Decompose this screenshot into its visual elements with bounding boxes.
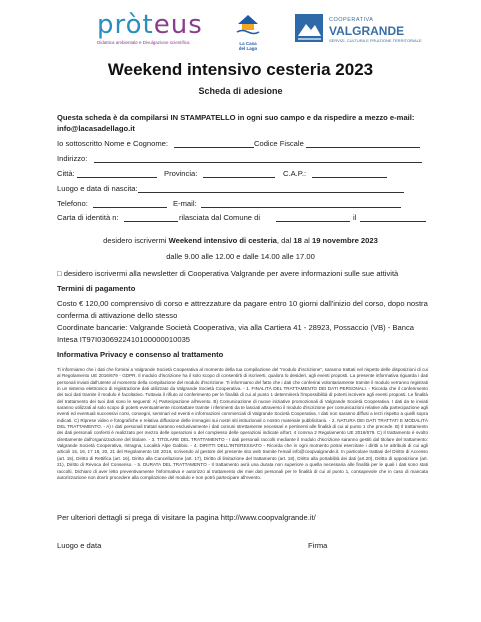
address-field[interactable]: [94, 162, 422, 163]
name-label: Io sottoscritto Nome e Cognome:: [57, 139, 169, 148]
email-label: E-mail:: [173, 199, 197, 208]
payment-text: Costo € 120,00 comprensivo di corso e attrezzature da pagare entro 10 giorni dall'inizio del corso, dopo nostra conferma di attivazione dello stesso: [57, 299, 428, 320]
privacy-heading: Informativa Privacy e consenso al trattamento: [57, 350, 224, 359]
newsletter-option: [57, 269, 398, 278]
id-card-label: Carta di identità n:: [57, 213, 119, 222]
proteus-tagline: Didattica ambientale e Divulgazione scientifica: [97, 40, 190, 45]
mountain-icon: [295, 14, 323, 42]
document-subtitle: Scheda di adesione: [198, 86, 283, 96]
phone-label: Telefono:: [57, 199, 88, 208]
province-field[interactable]: [203, 177, 275, 178]
newsletter-checkbox[interactable]: □: [57, 269, 62, 278]
fiscal-code-label: Codice Fiscale: [254, 139, 304, 148]
city-label: Città:: [57, 169, 75, 178]
fiscal-code-field[interactable]: [306, 147, 420, 148]
newsletter-text: desidero iscrivermi alla newsletter di Cooperativa Valgrande per avere informazioni sulle sue attività: [63, 269, 399, 278]
phone-field[interactable]: [93, 207, 167, 208]
proteus-logo: [97, 12, 227, 45]
place-date-label: Luogo e data: [57, 541, 102, 550]
house-lake-icon: [236, 14, 260, 36]
issued-by-label: rilasciata dal Comune di: [179, 213, 261, 222]
document-title: Weekend intensivo cesteria 2023: [107, 60, 374, 79]
address-label: Indirizzo:: [57, 154, 88, 163]
zip-field[interactable]: [312, 177, 387, 178]
more-info-line: Per ulteriori dettagli si prega di visitare la pagina http://www.coopvalgrande.it/: [57, 513, 316, 522]
event-end-date: 19 novembre 2023: [311, 236, 378, 245]
city-field[interactable]: [77, 177, 157, 178]
birth-label: Luogo e data di nascita:: [57, 184, 138, 193]
payment-heading: Termini di pagamento: [57, 284, 136, 293]
id-card-field[interactable]: [124, 221, 178, 222]
birth-field[interactable]: [138, 192, 404, 193]
proteus-logo-word: pròteus: [97, 10, 203, 40]
event-name: Weekend intensivo di cesteria: [168, 236, 277, 245]
zip-label: C.A.P.:: [283, 169, 307, 178]
cooperativa-valgrande-logo: COOPERATIVA VALGRANDE SERVIZI, CULTURA E FRUIZIONE TERRITORIALE: [295, 14, 405, 44]
issue-date-field[interactable]: [360, 221, 426, 222]
la-casa-del-lago-logo: La Casa del Lago: [231, 14, 265, 51]
name-field[interactable]: [174, 147, 254, 148]
issue-date-label: il: [353, 213, 357, 222]
email-field[interactable]: [201, 207, 401, 208]
bank-details: Coordinate bancarie: Valgrande Società Cooperativa, via alla Cartiera 41 - 28923, Possaccio (VB) - Banca Intesa IT97I0306922410100000010035: [57, 323, 414, 344]
event-registration-line: desidero iscrivermi Weekend intensivo di cesteria, dal 18 al 19 novembre 2023: [103, 236, 378, 245]
province-label: Provincia:: [164, 169, 198, 178]
event-hours: dalle 9.00 alle 12.00 e dalle 14.00 alle 17.00: [166, 252, 315, 261]
signature-label: Firma: [308, 541, 328, 550]
issued-by-field[interactable]: [276, 221, 350, 222]
intro-instructions: Questa scheda è da compilarsi IN STAMPATELLO in ogni suo campo e da rispedire a mezzo e-mail: info@lacasadellago.it: [57, 113, 415, 133]
privacy-text: Ti informiamo che i dati che fornirai a Valgrande Società Cooperativa al momento della tua compilazione del "modulo d'iscrizione", saranno trattati nel rispetto delle disposizioni di cui al Regolamento UE 2016/679 - GDPR. Il modulo d'iscrizione ha il solo scopo di consentirti di iscriverti, qualora lo desideri, agli eventi proposti. La presente informativa riguarda i dati personali inviati dall'utente al momento della compilazione del modulo d'iscrizione. Ti informiamo del fatto che i dati che conferirai volontariamente tramite il modulo verranno registrati in un sistema elettronico di registrazione dati utilizzato da Valgrande Società Cooperativa. - 1. FINALITÀ DEL TRATTAMENTO DEI DATI PERSONALI. - Ricorda che il conferimento dei tuoi dati tramite il modulo è facoltativo. Tuttavia il rifiuto al conferimento per le finalità di cui al punto 1 determinerà l'impossibilità di poterti iscrivere agli eventi proposti. Le finalità del trattamento dei tuoi dati sono le seguenti: A) Partecipazione all'evento. B) Comunicazione di nuove iniziative promozionali di Valgrande Società Cooperativa. I dati da te inviati saranno utilizzati al solo scopo di poterti eventualmente ricontattare tramite i riferimenti da te lasciati attraverso il modulo d'iscrizione per comunicazioni relative alla partecipazione agli eventi ed eventuali successivi corsi, convegni, seminari ed eventi e informazioni commerciali di Valgrande Società Cooperativa. I dati non saranno diffusi a terzi rispetto a quelli sopra indicati. C) Riprese video e fotografiche e relativa diffusione delle immagini sui nostri siti istituzionali o nostro materiale pubblicitario. - 2. NATURA DEI DATI TRATTATI E MODALITÀ DEL TRATTAMENTO. - A) I dati personali trattati saranno esclusivamente i dati comuni strettamente necessari e pertinenti alle finalità di cui al punto 1 che precede. B) Il trattamento dei dati personali conferiti è realizzato per mezzo delle operazioni o del complesso delle operazioni indicate all'art. 4 comma 2 Regolamento UE 2016/679. C) Il trattamento è svolto direttamente dall'organizzazione del titolare. - 3. TITOLARE DEL TRATTAMENTO - I dati personali raccolti mediante il modulo d'iscrizione saranno gestiti dal titolare del trattamento: Valgrande Società Cooperativa, Intragna, Località Alpe Gabbio. - 4. DIRITTI DELL'INTERESSATO - Ricorda che in ogni momento potrai esercitare i diritti a te attribuiti di cui agli articoli 15, 16, 17 18, 20, 21 del Regolamento UE 2016, scrivendo al gestore del presente sito web tramite l'email info@coopvalgrande.it. In particolare trattasi del Diritto di Accesso (art. 15), Diritto di Rettifica (art. 16), Diritto alla Cancellazione (art. 17), Diritto di limitazione del trattamento (art. 18), Diritto alla portabilità dei dati (art.20), Diritto di opposizione (art. 21), Diritto di Revoca del Consenso. - 5. DURATA DEL TRATTAMENTO - Il trattamento avrà una durata non superiore a quella necessaria alle finalità per le quali i dati sono stati raccolti. Dichiaro di aver letto preventivamente l'informativa e autorizzo al trattamento dei miei dati personali per le finalità di cui al punto 1, consapevole che in caso di mancata autorizzazione non dovrò procedere alla compilazione del modulo e non potrò partecipare all'evento.: [57, 367, 428, 480]
